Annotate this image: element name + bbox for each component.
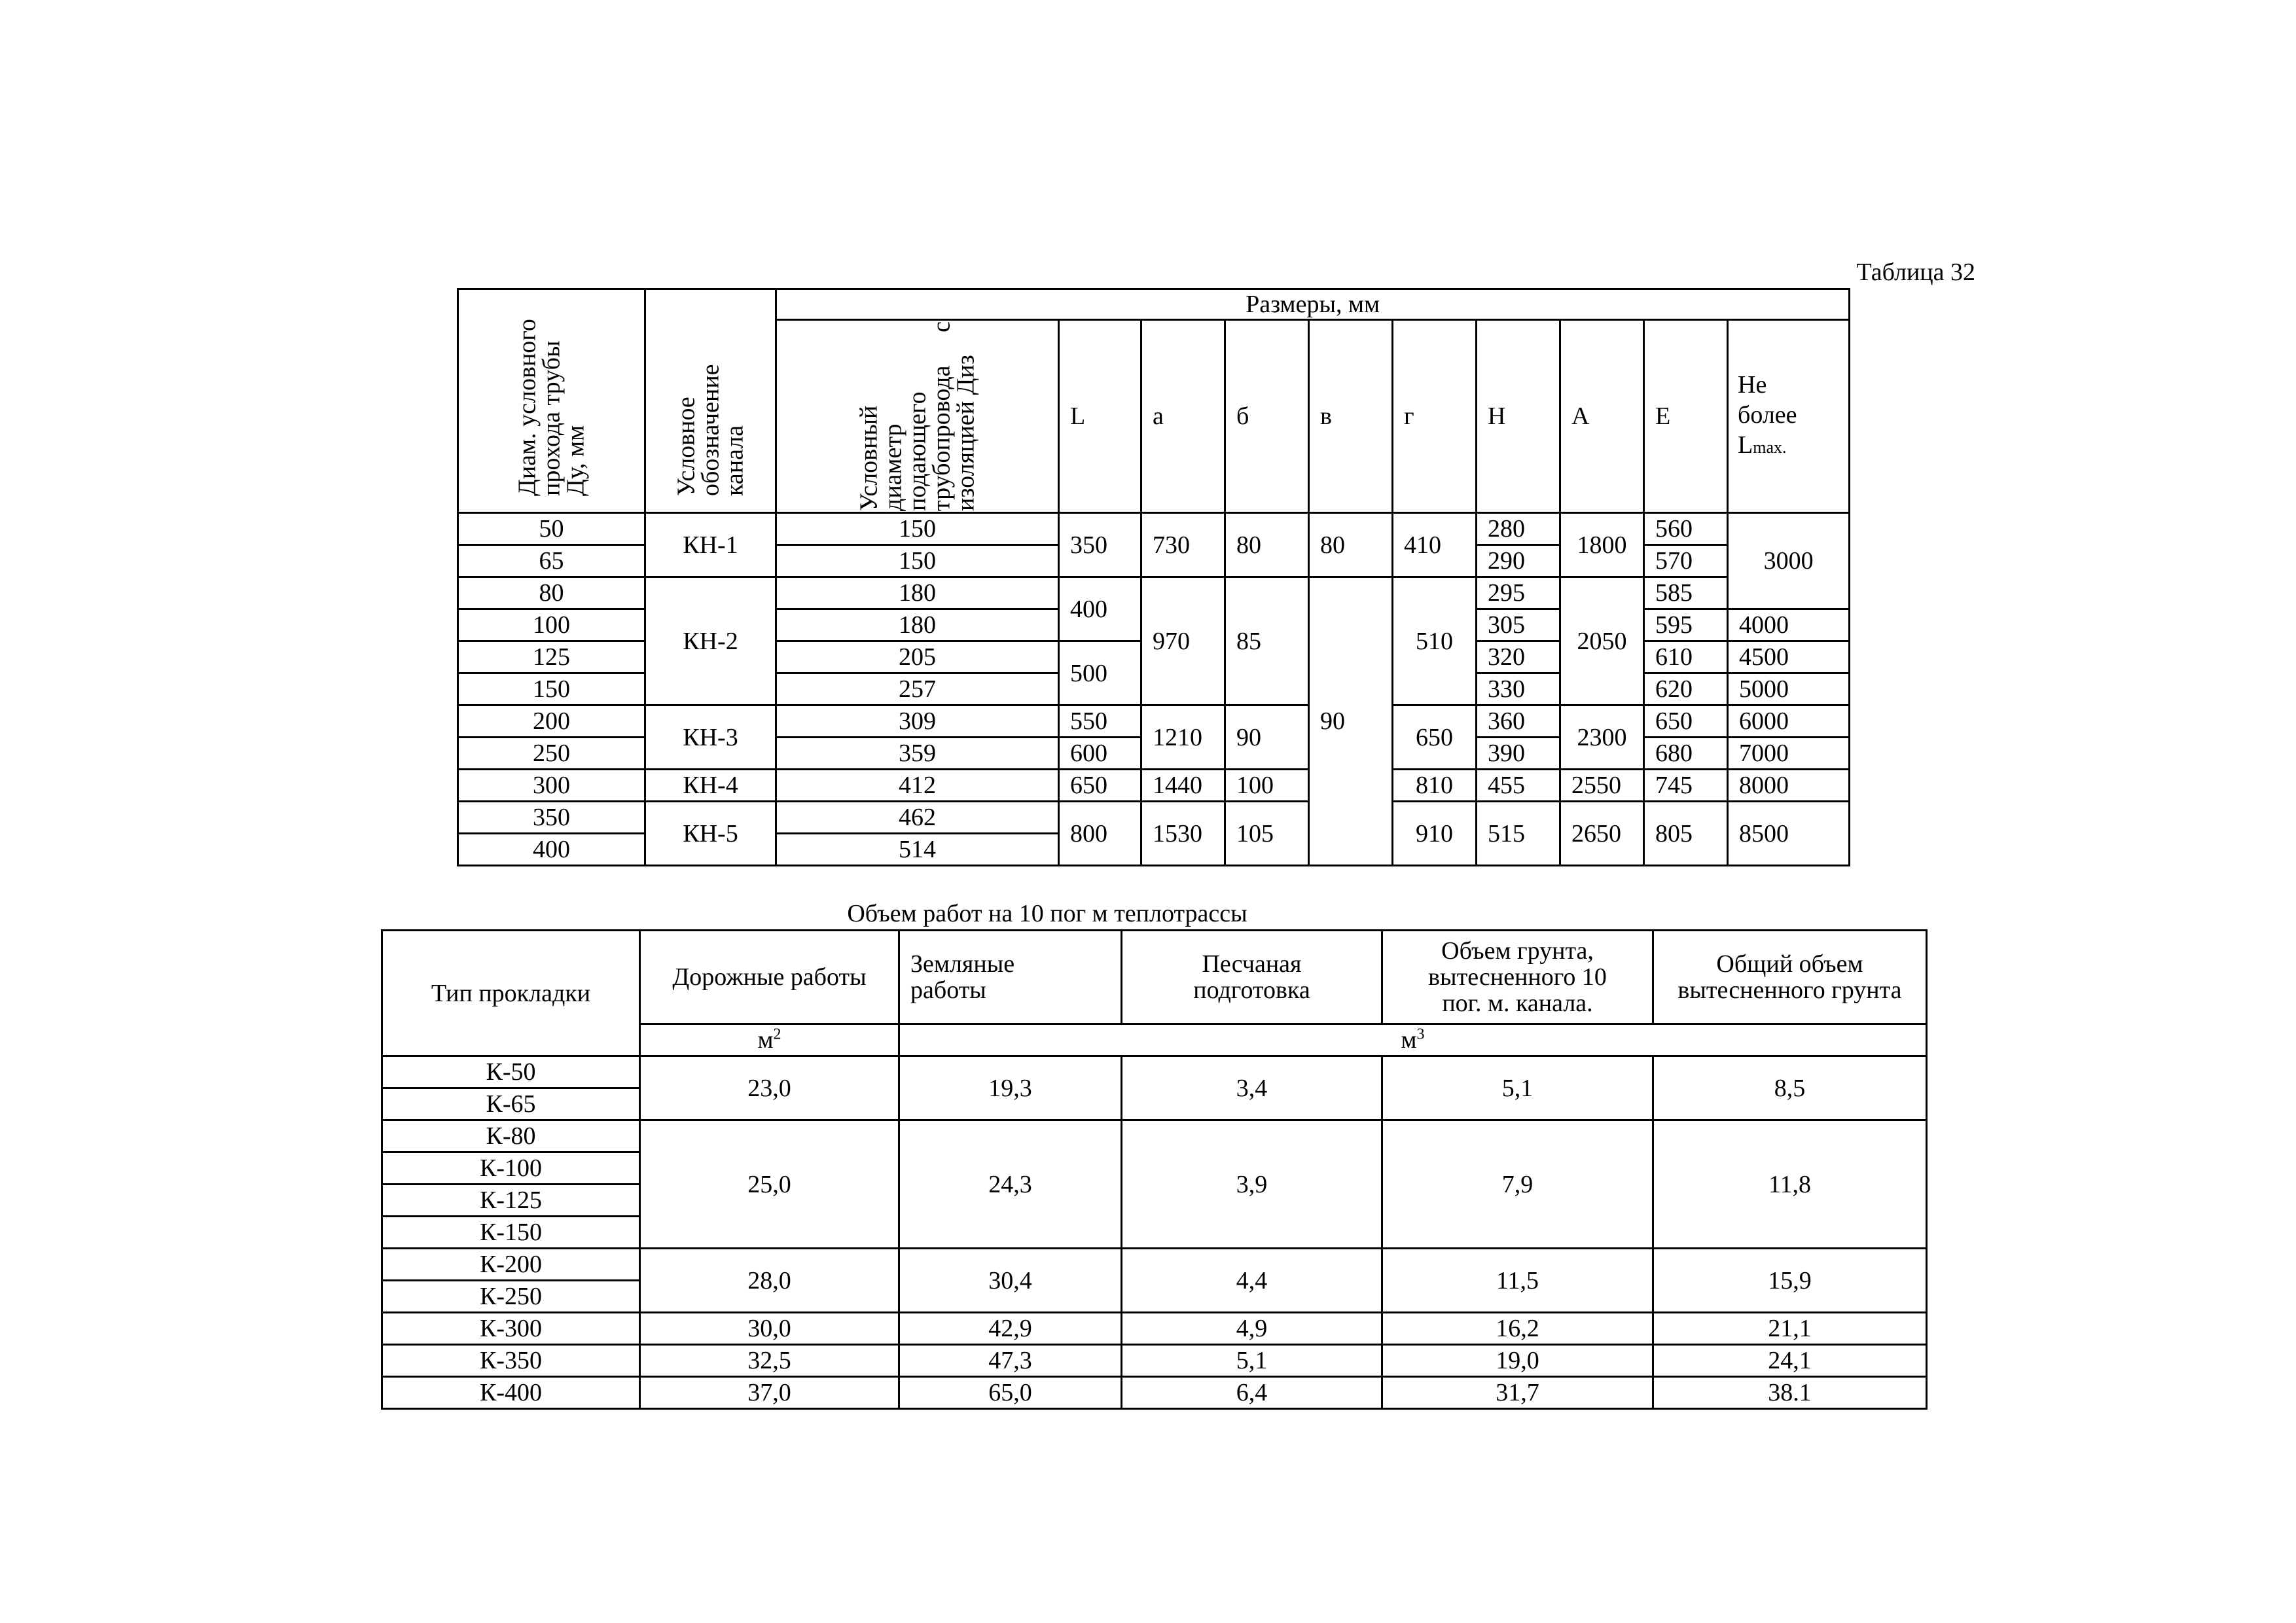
table-cell: 595 [1644,609,1728,641]
table-cell: 309 [776,705,1059,738]
table-cell: 1530 [1141,802,1225,866]
table-cell: 2050 [1560,577,1644,705]
table-cell: 5,1 [1122,1345,1382,1377]
table-row [458,770,1850,802]
table-cell: 47,3 [899,1345,1122,1377]
table-cell: 800 [1059,802,1141,866]
table-cell: 745 [1644,770,1728,802]
header-sizes-group: Размеры, мм [776,289,1850,320]
table-cell: 455 [1477,770,1560,802]
table-cell: 24,1 [1653,1345,1927,1377]
table-row [382,1120,1927,1152]
table-cell: К-65 [382,1088,640,1120]
header-total [1653,931,1927,1024]
table-cell: 514 [776,834,1059,866]
cell-text: Условный диаметр подающего трубопровода с изоляцией Диз [855,321,979,511]
cell-text: пог. м. канала. [1442,990,1593,1017]
table-cell: 350 [1059,513,1141,577]
table-cell: 50 [458,513,645,545]
cell-text: Песчаная [1202,950,1302,978]
table-cell: 4,4 [1122,1249,1382,1313]
header-channel [645,289,776,513]
table-cell: КН-4 [645,770,776,802]
table-cell: 100 [1225,770,1309,802]
table-cell: 585 [1644,577,1728,609]
table-row [382,1056,1927,1088]
table-cell: 25,0 [640,1120,899,1249]
header-v: в [1309,320,1393,513]
table-cell: 205 [776,641,1059,673]
unit-m2 [640,1024,899,1056]
table-row [458,513,1850,545]
table-cell: КН-5 [645,802,776,866]
header-diameter [458,289,645,513]
table-cell: 620 [1644,673,1728,705]
table-cell: 1800 [1560,513,1644,577]
table-cell: 570 [1644,545,1728,577]
table-cell: К-400 [382,1377,640,1409]
table-row [458,802,1850,834]
table-cell: 2550 [1560,770,1644,802]
cell-text: Общий объем [1716,950,1863,978]
table-cell: 180 [776,609,1059,641]
table-cell: КН-1 [645,513,776,577]
table-cell: 30,0 [640,1313,899,1345]
table-cell: 16,2 [1382,1313,1653,1345]
table-cell: 80 [458,577,645,609]
table-cell: 515 [1477,802,1560,866]
table-cell: 257 [776,673,1059,705]
table-cell: КН-2 [645,577,776,705]
table-cell: 805 [1644,802,1728,866]
table-cell: 6,4 [1122,1377,1382,1409]
header-road: Дорожные работы [640,931,899,1024]
header-H: Н [1477,320,1560,513]
cell-text: более [1738,401,1797,429]
table-cell: 11,8 [1653,1120,1927,1249]
table-number-caption: Таблица 32 [1856,259,1975,286]
table-cell: 970 [1141,577,1225,705]
header-E: Е [1644,320,1728,513]
work-volume-table [381,929,1928,1410]
header-type: Тип прокладки [382,931,640,1056]
table-row [458,577,1850,609]
header-pipe-diameter [776,320,1059,513]
table-cell: 280 [1477,513,1560,545]
table-cell: 350 [458,802,645,834]
table-cell: 1210 [1141,705,1225,770]
table-cell: К-350 [382,1345,640,1377]
table-cell: 65 [458,545,645,577]
table-cell: 80 [1309,513,1393,577]
table-cell: 510 [1393,577,1477,705]
table-cell: 600 [1059,738,1141,770]
table-cell: 42,9 [899,1313,1122,1345]
table-cell: 650 [1059,770,1141,802]
table-cell: 560 [1644,513,1728,545]
table-cell: 11,5 [1382,1249,1653,1313]
table-cell: 90 [1225,705,1309,770]
table-cell: 4000 [1728,609,1850,641]
table-cell: К-125 [382,1185,640,1217]
cell-text: Земляные [910,950,1015,978]
header-soil [1382,931,1653,1024]
table-row [382,1313,1927,1345]
table-row [382,1249,1927,1281]
table-cell: 359 [776,738,1059,770]
cell-text: 3 [1416,1026,1425,1043]
cell-text: Не [1738,371,1767,399]
table-cell: К-200 [382,1249,640,1281]
table-cell: 2650 [1560,802,1644,866]
header-g: г [1393,320,1477,513]
table-cell: 19,0 [1382,1345,1653,1377]
table-cell: 8500 [1728,802,1850,866]
table-cell: 21,1 [1653,1313,1927,1345]
table-cell: 550 [1059,705,1141,738]
table-cell: 360 [1477,705,1560,738]
table-cell: 3,4 [1122,1056,1382,1120]
work-volume-title: Объем работ на 10 пог м теплотрассы [847,900,1247,927]
table-cell: 4500 [1728,641,1850,673]
table-cell: 910 [1393,802,1477,866]
table-cell: К-50 [382,1056,640,1088]
cell-text: вытесненного грунта [1677,976,1902,1004]
table-cell: 180 [776,577,1059,609]
cell-text: max. [1753,438,1787,457]
table-cell: 23,0 [640,1056,899,1120]
table-cell: 19,3 [899,1056,1122,1120]
table-cell: 300 [458,770,645,802]
table-cell: 7,9 [1382,1120,1653,1249]
table-cell: 105 [1225,802,1309,866]
table-cell: 150 [458,673,645,705]
table-cell: 85 [1225,577,1309,705]
header-A: А [1560,320,1644,513]
table-cell: КН-3 [645,705,776,770]
table-cell: 1440 [1141,770,1225,802]
table-cell: 32,5 [640,1345,899,1377]
header-lmax [1728,320,1850,513]
table-cell: 650 [1393,705,1477,770]
table-cell: 650 [1644,705,1728,738]
table-cell: 3000 [1728,513,1850,609]
table-cell: 730 [1141,513,1225,577]
table-cell: 24,3 [899,1120,1122,1249]
table-cell: 37,0 [640,1377,899,1409]
table-cell: 290 [1477,545,1560,577]
table-cell: 305 [1477,609,1560,641]
table-row [382,1377,1927,1409]
table-row [382,1345,1927,1377]
table-cell: 295 [1477,577,1560,609]
cell-text: вытесненного 10 [1428,963,1607,991]
cell-text: м [1401,1026,1417,1054]
table-cell: 80 [1225,513,1309,577]
table-cell: 30,4 [899,1249,1122,1313]
table-cell: 125 [458,641,645,673]
cell-text: L [1738,431,1753,459]
table-cell: К-80 [382,1120,640,1152]
table-cell: К-300 [382,1313,640,1345]
header-earth [899,931,1122,1024]
table-cell: 390 [1477,738,1560,770]
table-cell: 250 [458,738,645,770]
table-cell: 400 [1059,577,1141,641]
table-cell: 100 [458,609,645,641]
unit-m3 [899,1024,1927,1056]
table-cell: 8000 [1728,770,1850,802]
header-sand [1122,931,1382,1024]
table-cell: 810 [1393,770,1477,802]
table-cell: 5,1 [1382,1056,1653,1120]
header-L: L [1059,320,1141,513]
table-cell: 15,9 [1653,1249,1927,1313]
table-cell: К-100 [382,1152,640,1185]
table-cell: 5000 [1728,673,1850,705]
cell-text: работы [910,976,986,1004]
cell-text: 2 [773,1026,781,1043]
table-cell: 7000 [1728,738,1850,770]
cell-text: подготовка [1193,976,1310,1004]
table-cell: 150 [776,513,1059,545]
table-cell: 150 [776,545,1059,577]
table-cell: 200 [458,705,645,738]
table-cell: 2300 [1560,705,1644,770]
table-cell: 28,0 [640,1249,899,1313]
cell-text: м [757,1026,774,1054]
table-cell: 500 [1059,641,1141,705]
table-cell: 680 [1644,738,1728,770]
header-a: а [1141,320,1225,513]
cell-text: Объем грунта, [1441,937,1594,965]
table-cell: 31,7 [1382,1377,1653,1409]
cell-text: Диам. условного прохода трубы Ду, мм [513,318,589,496]
table-cell: 330 [1477,673,1560,705]
table-cell: 90 [1309,577,1393,866]
table-cell: 462 [776,802,1059,834]
table-row [458,705,1850,738]
cell-text: Условное обозначение канала [672,363,748,496]
header-b: б [1225,320,1309,513]
table-cell: 410 [1393,513,1477,577]
table-cell: 320 [1477,641,1560,673]
table-cell: 610 [1644,641,1728,673]
table-cell: 400 [458,834,645,866]
table-cell: 412 [776,770,1059,802]
table-cell: 65,0 [899,1377,1122,1409]
table-cell: 38.1 [1653,1377,1927,1409]
channel-dimensions-table [457,288,1850,866]
table-cell: К-150 [382,1217,640,1249]
table-cell: К-250 [382,1281,640,1313]
table-cell: 6000 [1728,705,1850,738]
table-cell: 8,5 [1653,1056,1927,1120]
table-cell: 3,9 [1122,1120,1382,1249]
table-cell: 4,9 [1122,1313,1382,1345]
